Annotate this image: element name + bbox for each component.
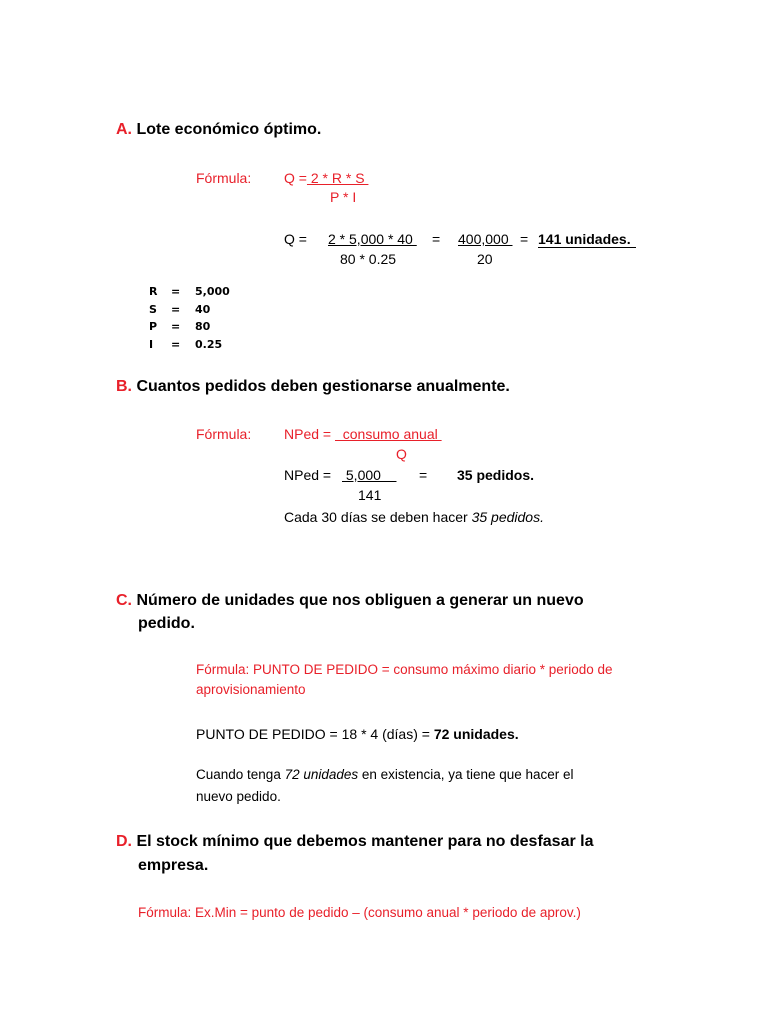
section-d-title-line1: El stock mínimo que debemos mantener para no desfasar la (136, 833, 594, 850)
variable-eq: = (171, 285, 181, 299)
q-calc-numerator-2: 400,000 (458, 231, 513, 247)
section-c-calc-prefix: PUNTO DE PEDIDO = 18 * 4 (días) = (196, 726, 434, 742)
q-calc-denominator-2: 20 (477, 251, 493, 267)
section-b-note-prefix: Cada 30 días se deben hacer (284, 509, 472, 525)
variable-eq: = (171, 302, 181, 316)
variable-name: S (149, 302, 157, 316)
variable-value: 0.25 (195, 337, 223, 351)
section-c-note-suffix: en existencia, ya tiene que hacer el (358, 767, 574, 782)
section-c-formula-line1: Fórmula: PUNTO DE PEDIDO = consumo máximo diario * periodo de (196, 662, 613, 677)
q-num: 2 * R * S (306, 170, 369, 186)
variable-row (149, 301, 238, 319)
q-calc-equals-2: = (520, 231, 529, 247)
nped-calc-equals: = (419, 467, 428, 483)
variable-name: R (149, 285, 158, 299)
variable-row (149, 336, 238, 354)
variable-value: 80 (195, 320, 211, 334)
variable-row (149, 283, 238, 301)
nped-formula-denominator: Q (396, 446, 407, 462)
section-b-letter: B. (116, 378, 132, 395)
section-b-title: Cuantos pedidos deben gestionarse anualmente. (136, 378, 510, 395)
section-d-heading (116, 833, 593, 851)
formula-label-b: Fórmula: (196, 426, 252, 442)
nped-calc-numerator: 5,000 (342, 467, 397, 483)
section-c-note-prefix: Cuando tenga (196, 767, 285, 782)
section-d-formula: Fórmula: Ex.Min = punto de pedido – (consumo anual * periodo de aprov.) (138, 905, 581, 920)
section-c-note-line2: nuevo pedido. (196, 789, 281, 804)
section-b-note-italic: 35 pedidos. (471, 509, 544, 525)
variable-eq: = (171, 337, 181, 351)
nped-calc-denominator: 141 (358, 487, 382, 503)
q-lhs: Q = (284, 170, 307, 186)
section-b-note (284, 509, 544, 525)
variable-name: P (149, 320, 158, 334)
section-c-note-line1 (196, 767, 574, 782)
section-a-title: Lote económico óptimo. (136, 121, 322, 138)
section-d-letter: D. (116, 833, 132, 850)
section-c-heading (116, 592, 584, 610)
variables-table (149, 283, 238, 353)
q-formula-denominator: P * I (330, 189, 357, 205)
section-c-calc (196, 726, 519, 742)
variable-eq: = (171, 320, 181, 334)
section-c-title-line2: pedido. (138, 615, 195, 632)
q-calc-equals-1: = (432, 231, 441, 247)
section-c-note-italic: 72 unidades (284, 767, 359, 782)
nped-formula-numerator (284, 426, 442, 442)
section-c-formula-line2: aprovisionamiento (196, 682, 306, 697)
section-a-letter: A. (116, 121, 132, 138)
section-c-calc-result: 72 unidades. (433, 726, 519, 742)
q-formula-numerator (284, 170, 368, 186)
variable-value: 5,000 (195, 285, 230, 299)
nped-calc-result: 35 pedidos. (457, 467, 535, 483)
q-calc-lhs: Q = (284, 231, 307, 247)
nped-calc-lhs: NPed = (284, 467, 332, 483)
section-c-title-line1: Número de unidades que nos obliguen a generar un nuevo (136, 592, 584, 609)
variable-value: 40 (195, 302, 211, 316)
nped-lhs: NPed = (284, 426, 332, 442)
q-calc-result: 141 unidades. (538, 231, 636, 248)
q-calc-numerator: 2 * 5,000 * 40 (328, 231, 417, 247)
nped-num: consumo anual (334, 426, 442, 442)
section-c-letter: C. (116, 592, 132, 609)
section-a-heading (116, 121, 321, 139)
section-d-title-line2: empresa. (138, 857, 209, 874)
variable-row (149, 318, 238, 336)
formula-label-a: Fórmula: (196, 170, 252, 186)
q-calc-denominator: 80 * 0.25 (340, 251, 397, 267)
section-b-heading (116, 378, 510, 396)
variable-name: I (149, 337, 154, 351)
